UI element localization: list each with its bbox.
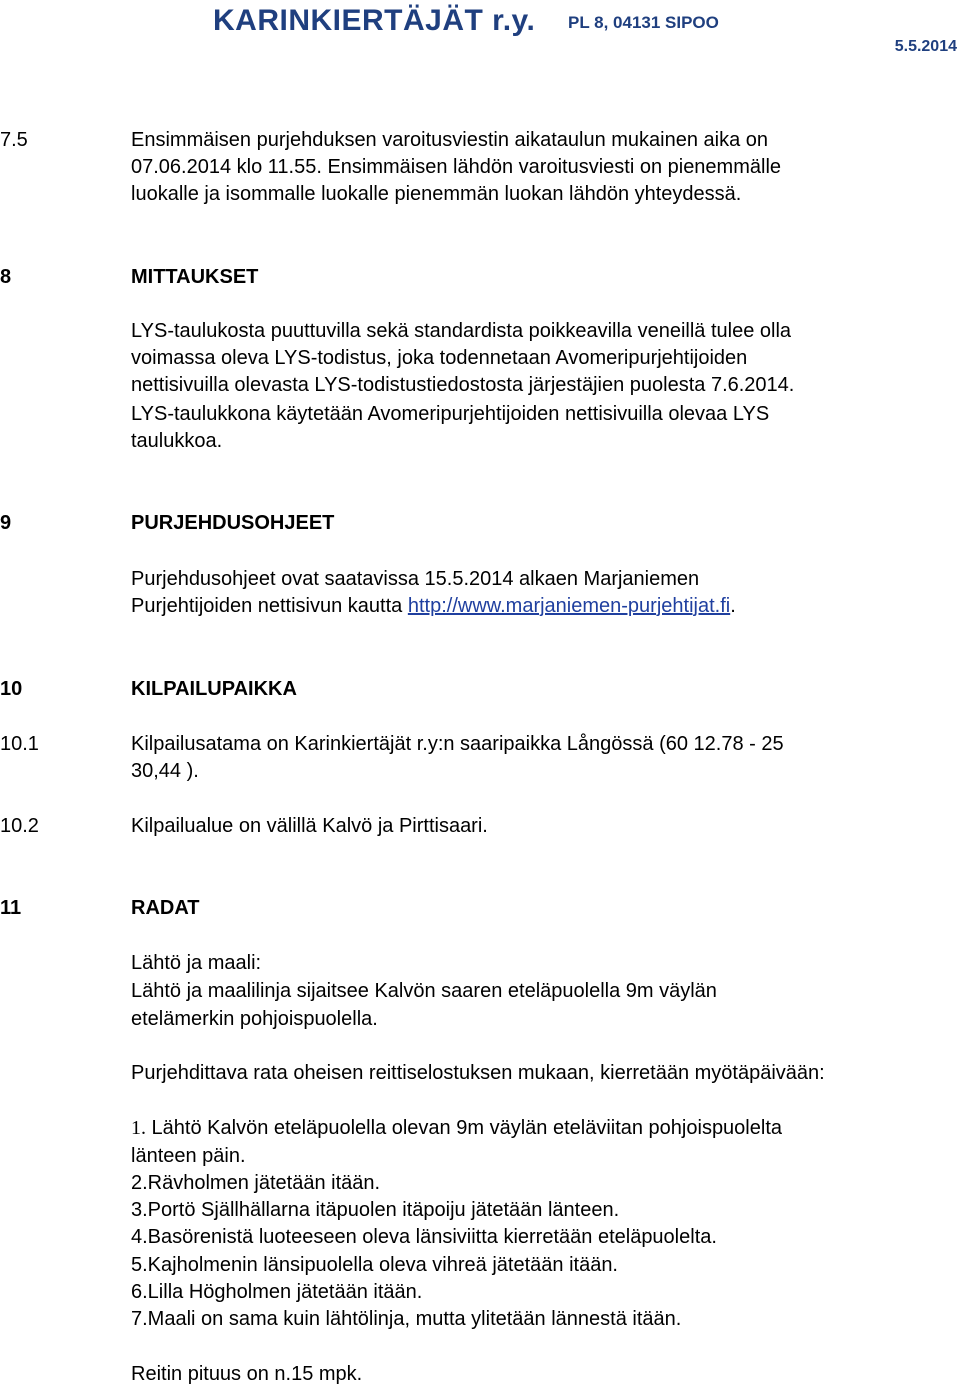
section-8-number: 8	[0, 266, 12, 288]
route-step: 6.Lilla Högholmen jätetään itään.	[131, 1281, 423, 1303]
section-10-2-line: Kilpailualue on välillä Kalvö ja Pirttisaari.	[131, 815, 488, 837]
section-7-5-line: Ensimmäisen purjehduksen varoitusviestin aikataulun mukainen aika on	[131, 129, 769, 151]
section-10-2-number: 10.2	[0, 815, 39, 837]
section-9-line-suffix: .	[730, 595, 736, 617]
route-step: 2.Rävholmen jätetään itään.	[131, 1172, 381, 1194]
route-step: 7.Maali on sama kuin lähtölinja, mutta ylitetään lännestä itään.	[131, 1308, 682, 1330]
section-8-title: MITTAUKSET	[131, 266, 259, 288]
section-8-line: nettisivuilla olevasta LYS-todistustiedostosta järjestäjien puolesta 7.6.2014.	[131, 374, 795, 396]
section-11-number: 11	[0, 897, 22, 919]
section-10-1-line: Kilpailusatama on Karinkiertäjät r.y:n saaripaikka Långössä (60 12.78 - 25	[131, 733, 784, 755]
section-8-line: LYS-taulukkona käytetään Avomeripurjehtijoiden nettisivuilla olevaa LYS	[131, 403, 770, 425]
section-10-title: KILPAILUPAIKKA	[131, 678, 297, 700]
marjaniemen-website-link[interactable]: http://www.marjaniemen-purjehtijat.fi	[407, 595, 731, 617]
route-step: 5.Kajholmenin länsipuolella oleva vihreä jätetään itään.	[131, 1254, 618, 1276]
organization-name: KARINKIERTÄJÄT r.y.	[213, 4, 536, 37]
section-7-5-line: 07.06.2014 klo 11.55. Ensimmäisen lähdön varoitusviesti on pienemmälle	[131, 156, 782, 178]
route-length: Reitin pituus on n.15 mpk.	[131, 1363, 363, 1385]
section-9-line: Purjehdusohjeet ovat saatavissa 15.5.2014 alkaen Marjaniemen	[131, 568, 700, 590]
route-intro: Purjehdittava rata oheisen reittiselostuksen mukaan, kierretään myötäpäivään:	[131, 1062, 825, 1084]
section-9-line-prefix: Purjehtijoiden nettisivun kautta	[131, 595, 408, 617]
section-7-5-number: 7.5	[0, 129, 28, 151]
route-step-text: Lähtö Kalvön eteläpuolella olevan 9m väylän eteläviitan pohjoispuolelta	[146, 1117, 782, 1139]
route-step-number: 1.	[131, 1117, 146, 1139]
route-step	[131, 1115, 782, 1142]
start-finish-label: Lähtö ja maali:	[131, 952, 262, 974]
section-9-number: 9	[0, 512, 12, 534]
section-8-line: voimassa oleva LYS-todistus, joka todennetaan Avomeripurjehtijoiden	[131, 347, 748, 369]
organization-address: PL 8, 04131 SIPOO	[568, 13, 719, 32]
section-7-5-line: luokalle ja isommalle luokalle pienemmän luokan lähdön yhteydessä.	[131, 183, 742, 205]
document-date: 5.5.2014	[894, 38, 957, 55]
start-finish-line: etelämerkin pohjoispuolella.	[131, 1008, 378, 1030]
section-10-1-line: 30,44 ).	[131, 760, 199, 782]
section-10-number: 10	[0, 678, 23, 700]
route-step-continuation: länteen päin.	[131, 1145, 246, 1167]
section-10-1-number: 10.1	[0, 733, 39, 755]
section-9-title: PURJEHDUSOHJEET	[131, 512, 335, 534]
route-step: 3.Portö Själlhällarna itäpuolen itäpoiju jätetään länteen.	[131, 1199, 620, 1221]
section-9-line	[131, 593, 736, 620]
section-8-line: LYS-taulukosta puuttuvilla sekä standardista poikkeavilla veneillä tulee olla	[131, 320, 792, 342]
route-step: 4.Basörenistä luoteeseen oleva länsiviitta kierretään eteläpuolelta.	[131, 1226, 717, 1248]
section-8-line: taulukkoa.	[131, 430, 223, 452]
start-finish-line: Lähtö ja maalilinja sijaitsee Kalvön saaren eteläpuolella 9m väylän	[131, 980, 717, 1002]
section-11-title: RADAT	[131, 897, 200, 919]
